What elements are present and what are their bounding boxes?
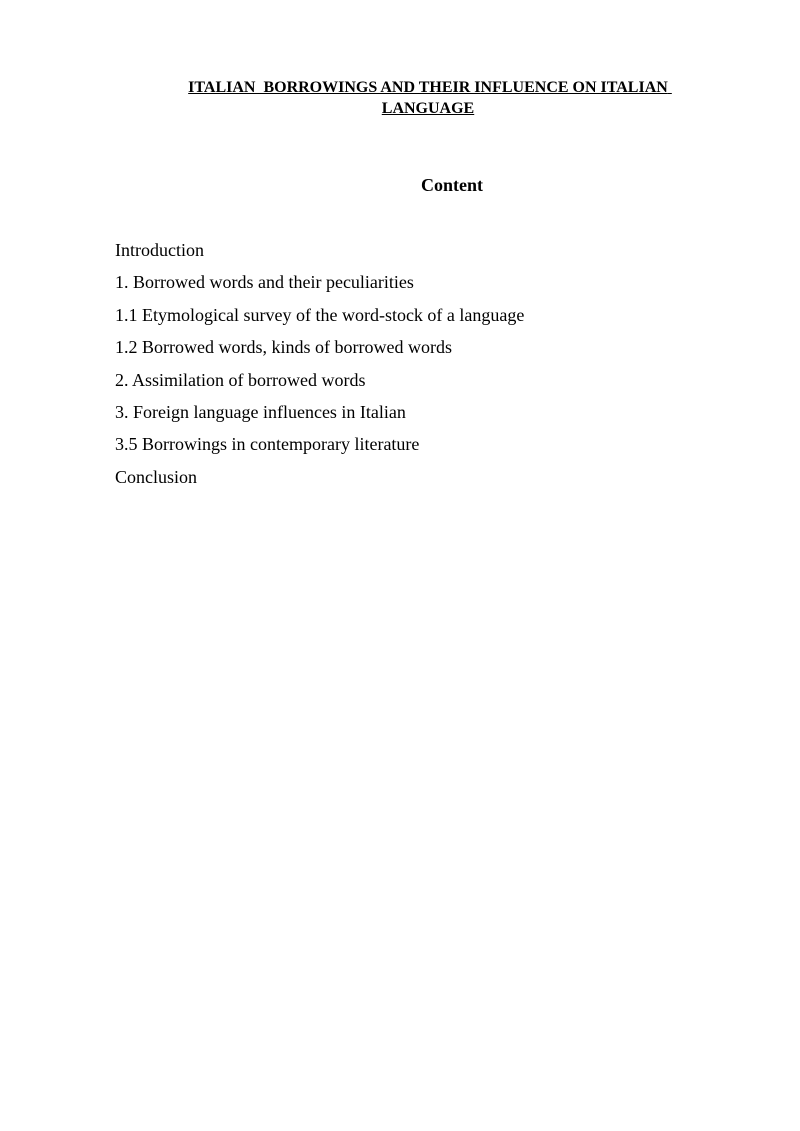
toc-item-1-1: 1.1 Etymological survey of the word-stock of a language [115, 304, 525, 325]
contents-heading: Content [421, 175, 483, 195]
table-of-contents [115, 239, 524, 498]
document-title: ITALIAN BORROWINGS AND THEIR INFLUENCE ON ITALIAN LANGUAGE [188, 79, 672, 117]
toc-item-introduction: Introduction [115, 240, 204, 260]
toc-item-1: 1. Borrowed words and their peculiarities [115, 272, 414, 293]
toc-item-2: 2. Assimilation of borrowed words [115, 369, 366, 390]
toc-item-1-2: 1.2 Borrowed words, kinds of borrowed words [115, 337, 452, 358]
toc-item-3-5: 3.5 Borrowings in contemporary literature [115, 434, 420, 455]
toc-item-conclusion: Conclusion [115, 466, 198, 487]
toc-item-3: 3. Foreign language influences in Italian [115, 401, 406, 422]
